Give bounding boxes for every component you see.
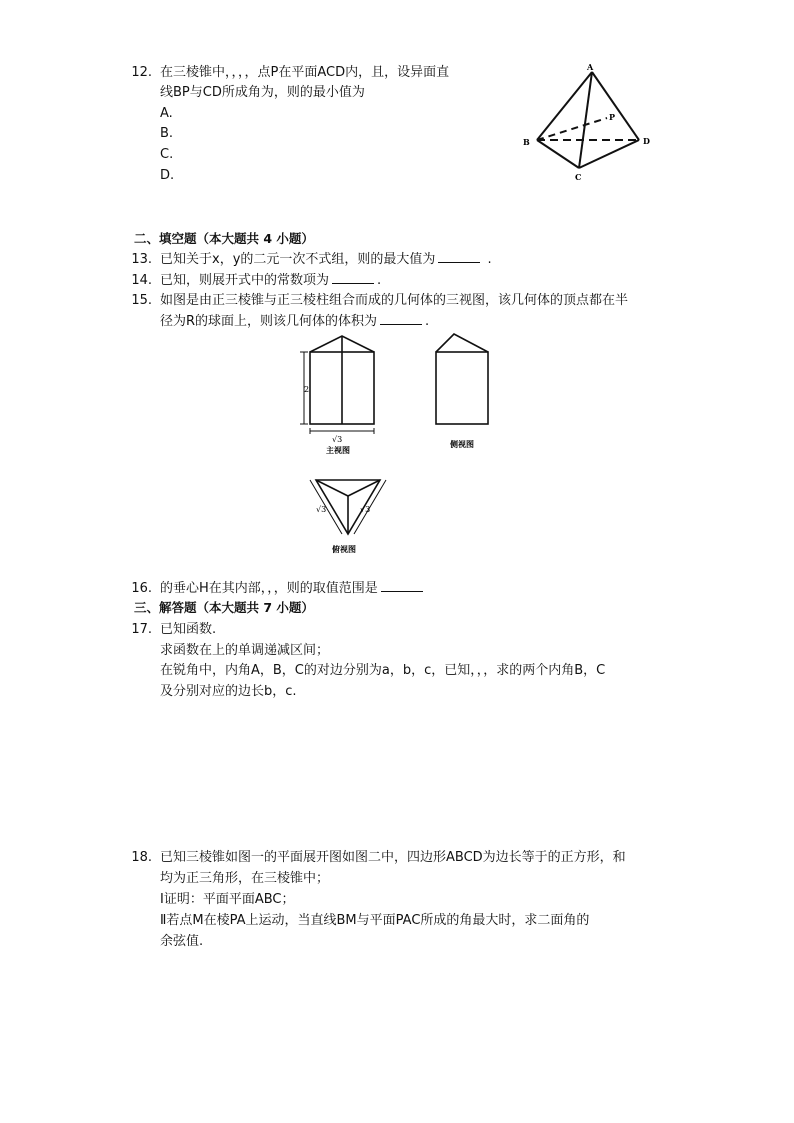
label-p: P <box>609 112 616 122</box>
q13-body: 已知关于x，y的二元一次不式组，则的最大值为 <box>160 252 436 267</box>
edge-left-label: √3 <box>316 505 327 514</box>
q16-text <box>160 579 426 599</box>
label-c: C <box>575 172 582 182</box>
q15-line2 <box>160 312 429 332</box>
edge-right-label: √3 <box>360 505 371 514</box>
q17-line4: 及分别对应的边长b，c. <box>160 684 297 699</box>
q17-line2: 求函数在上的单调递减区间； <box>160 643 330 658</box>
q18-line4: Ⅱ若点M在棱PA上运动，当直线BM与平面PAC所成的角最大时，求二面角的 <box>160 913 590 928</box>
q15-body: 径为R的球面上，则该几何体的体积为 <box>160 314 378 329</box>
q16-answer-blank[interactable] <box>381 579 423 592</box>
width-label: √3 <box>332 435 343 444</box>
label-d: D <box>643 136 650 146</box>
q15-tail: . <box>425 314 430 329</box>
q18-line1: 已知三棱锥如图一的平面展开图如图二中，四边形ABCD为边长等于的正方形，和 <box>160 850 626 865</box>
tetrahedron-figure <box>515 60 660 185</box>
q16-body: 的垂心H在其内部，，，则的取值范围是 <box>160 581 378 596</box>
q12-number: 12. <box>131 65 152 80</box>
q15-number: 15. <box>131 293 152 308</box>
q13-tail: . <box>487 252 492 267</box>
q14-number: 14. <box>131 273 152 288</box>
label-a: A <box>587 62 594 72</box>
q14-answer-blank[interactable] <box>332 271 374 284</box>
q12-option-c: C. <box>160 147 174 162</box>
q12-option-d: D. <box>160 168 175 183</box>
q12-option-a: A. <box>160 106 173 121</box>
section2-title: 二、填空题（本大题共 4 小题） <box>134 231 314 246</box>
side-view-label: 侧视图 <box>450 439 474 449</box>
section3-title: 三、解答题（本大题共 7 小题） <box>134 600 314 615</box>
q14-tail: . <box>377 273 382 288</box>
q14-body: 已知，则展开式中的常数项为 <box>160 273 330 288</box>
q13-answer-blank[interactable] <box>438 250 480 263</box>
three-views-figure <box>298 330 508 558</box>
front-view-label: 主视图 <box>326 445 350 455</box>
q15-line1: 如图是由正三棱锥与正三棱柱组合而成的几何体的三视图，该几何体的顶点都在半 <box>160 293 629 308</box>
q17-number: 17. <box>131 622 152 637</box>
q15-answer-blank[interactable] <box>380 312 422 325</box>
q12-line1: 在三棱锥中，，，，点P在平面ACD内，且，设异面直 <box>160 65 450 80</box>
q13-number: 13. <box>131 252 152 267</box>
q18-line5: 余弦值. <box>160 934 204 949</box>
top-view-label: 俯视图 <box>332 544 356 554</box>
height-label: 2 <box>304 385 310 394</box>
q13-text <box>160 250 492 270</box>
q17-line1: 已知函数. <box>160 622 217 637</box>
q17-line3: 在锐角中，内角A，B，C的对边分别为a，b，c，已知，，，求的两个内角B，C <box>160 663 606 678</box>
q18-number: 18. <box>131 850 152 865</box>
q12-option-b: B. <box>160 126 174 141</box>
q14-text <box>160 271 381 291</box>
q18-line3: Ⅰ证明：平面平面ABC； <box>160 892 295 907</box>
q16-number: 16. <box>131 581 152 596</box>
q12-line2: 线BP与CD所成角为，则的最小值为 <box>160 85 365 100</box>
q18-line2: 均为正三角形，在三棱锥中； <box>160 871 330 886</box>
label-b: B <box>523 137 530 147</box>
